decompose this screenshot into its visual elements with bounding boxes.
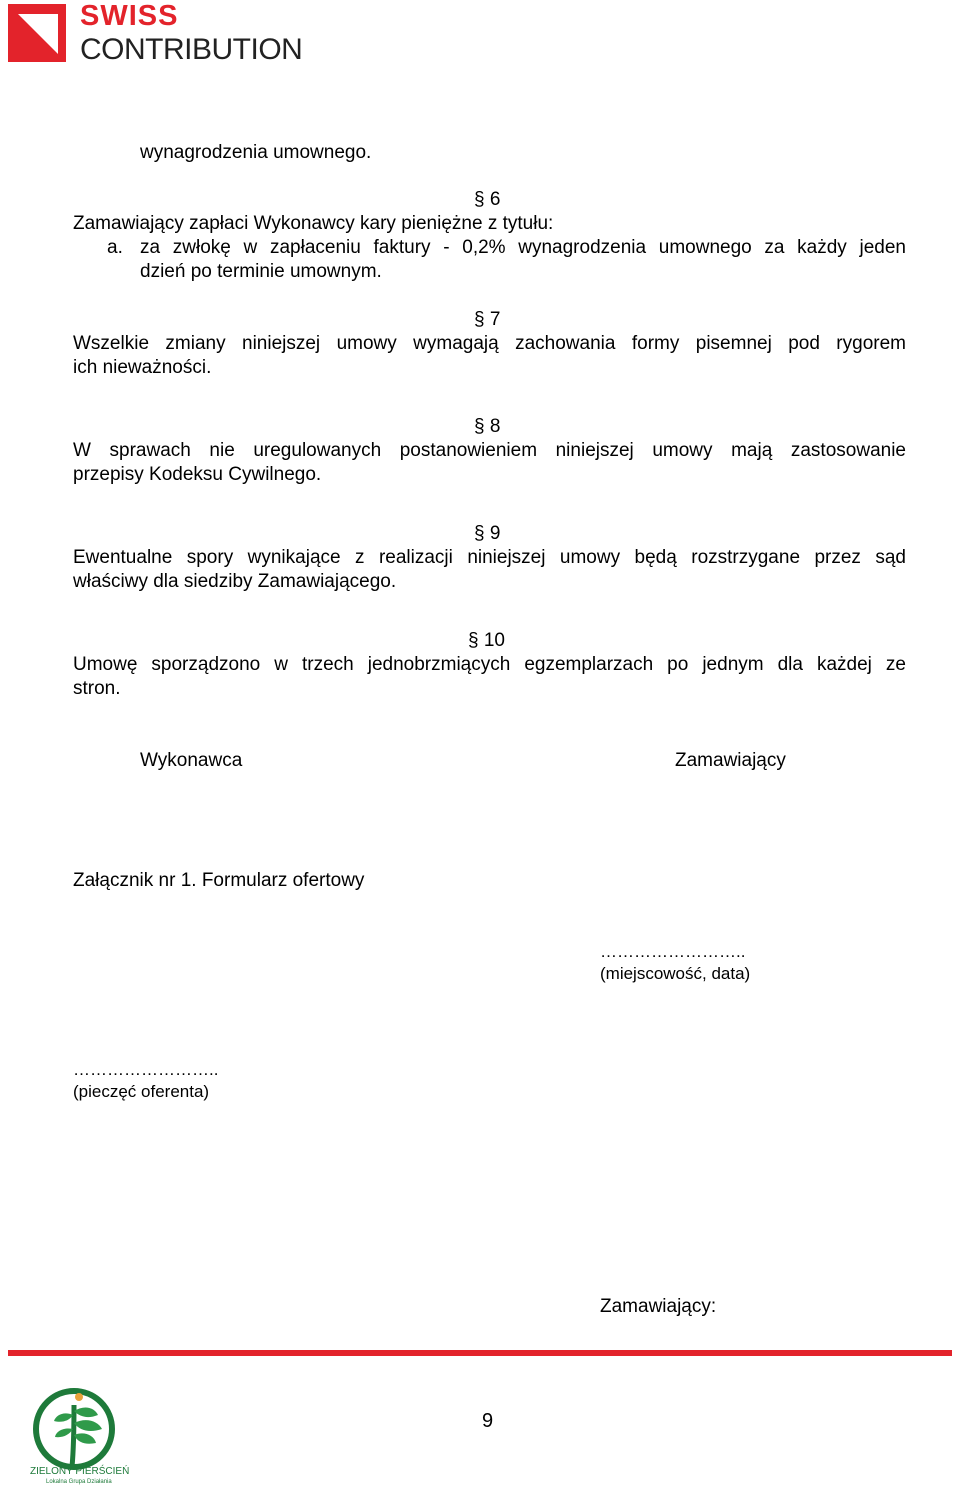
to-label: Zamawiający: bbox=[600, 1296, 717, 1317]
section-6-item-line1: za zwłokę w zapłaceniu faktury - 0,2% wynagrodzenia umownego za każdy jeden bbox=[140, 237, 906, 258]
party-right-label: Zamawiający bbox=[675, 750, 786, 771]
section-9-line1: Ewentualne spory wynikające z realizacji niniejszej umowy będą rozstrzygane przez sąd bbox=[73, 547, 906, 568]
section-6-item-marker: a. bbox=[107, 237, 123, 258]
logo-line2: CONTRIBUTION bbox=[80, 33, 303, 66]
place-date-dots: …………………….. bbox=[600, 942, 746, 961]
section-symbol: § bbox=[474, 416, 485, 437]
page-number: 9 bbox=[482, 1410, 494, 1432]
footer-divider bbox=[8, 1350, 952, 1356]
stamp-label: (pieczęć oferenta) bbox=[73, 1082, 210, 1101]
attachment-title: Załącznik nr 1. Formularz ofertowy bbox=[73, 870, 365, 891]
carry-over-text: wynagrodzenia umownego. bbox=[140, 142, 372, 163]
section-6-heading bbox=[474, 189, 500, 211]
party-left-label: Wykonawca bbox=[140, 750, 243, 771]
section-7-heading bbox=[474, 309, 500, 331]
section-number: 10 bbox=[483, 630, 505, 651]
section-8-line1: W sprawach nie uregulowanych postanowieniem niniejszej umowy mają zastosowanie bbox=[73, 440, 906, 461]
section-9-heading bbox=[474, 523, 500, 545]
section-10-line2: stron. bbox=[73, 678, 121, 699]
section-9-line2: właściwy dla siedziby Zamawiającego. bbox=[73, 571, 397, 592]
section-7-line1: Wszelkie zmiany niniejszej umowy wymagają zachowania formy pisemnej pod rygorem bbox=[73, 333, 906, 354]
logo-line1: SWISS bbox=[80, 0, 179, 32]
section-symbol: § bbox=[474, 523, 485, 544]
footer-logo-subcaption: Lokalna Grupa Działania bbox=[46, 1479, 112, 1485]
place-date-label: (miejscowość, data) bbox=[600, 964, 751, 983]
section-8-line2: przepisy Kodeksu Cywilnego. bbox=[73, 464, 322, 485]
section-symbol: § bbox=[474, 309, 485, 330]
section-6-intro: Zamawiający zapłaci Wykonawcy kary pieniężne z tytułu: bbox=[73, 213, 554, 234]
footer-logo-caption: ZIELONY PIERŚCIEŃ bbox=[30, 1466, 130, 1477]
section-10-line1: Umowę sporządzono w trzech jednobrzmiących egzemplarzach po jednym dla każdej ze bbox=[73, 654, 906, 675]
section-number: 9 bbox=[489, 523, 501, 544]
stamp-dots: …………………….. bbox=[73, 1060, 219, 1079]
swiss-flag-logo-icon bbox=[8, 4, 66, 62]
section-7-line2: ich nieważności. bbox=[73, 357, 212, 378]
section-symbol: § bbox=[468, 630, 479, 651]
section-number: 7 bbox=[489, 309, 501, 330]
section-8-heading bbox=[474, 416, 500, 438]
section-symbol: § bbox=[474, 189, 485, 210]
section-number: 6 bbox=[489, 189, 501, 210]
section-6-item-line2: dzień po terminie umownym. bbox=[140, 261, 382, 282]
section-number: 8 bbox=[489, 416, 501, 437]
section-10-heading bbox=[468, 630, 505, 652]
